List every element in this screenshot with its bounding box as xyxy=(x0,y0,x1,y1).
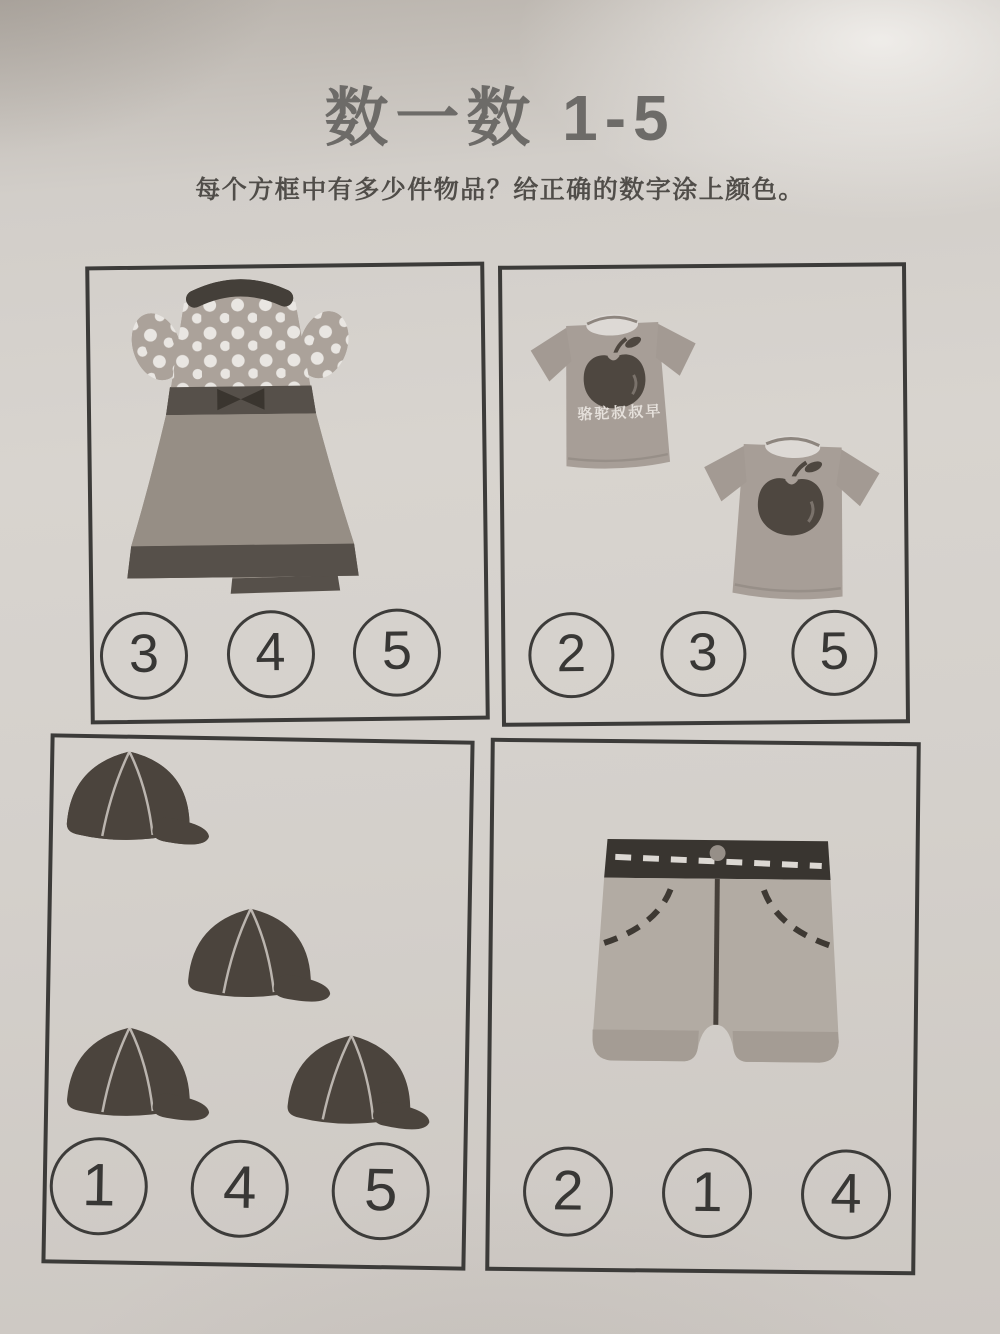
box-dresses xyxy=(85,262,490,725)
choice-number: 1 xyxy=(691,1159,723,1223)
choice-circle[interactable] xyxy=(801,1149,892,1240)
shorts-icon xyxy=(571,833,862,1092)
choice-circle[interactable] xyxy=(190,1139,290,1239)
tshirt-watermark-text: 骆驼叔叔早 xyxy=(577,403,663,424)
choice-circle[interactable] xyxy=(662,1148,753,1239)
choice-circle[interactable] xyxy=(99,611,188,700)
choice-number: 1 xyxy=(81,1150,117,1219)
choice-number: 5 xyxy=(819,621,850,681)
tshirt-icon xyxy=(685,420,895,616)
choice-number: 4 xyxy=(255,622,286,683)
choices-row xyxy=(523,1146,892,1240)
choice-circle[interactable] xyxy=(523,1146,614,1237)
choice-number: 4 xyxy=(830,1160,862,1225)
choice-circle[interactable] xyxy=(49,1136,149,1236)
choice-circle[interactable] xyxy=(528,612,615,699)
choice-circle[interactable] xyxy=(226,610,315,699)
page-title: 数一数 1-5 xyxy=(324,82,676,154)
choices-row xyxy=(528,609,878,698)
choice-number: 3 xyxy=(128,623,160,684)
choice-number: 4 xyxy=(222,1152,258,1221)
dress-icon xyxy=(89,267,393,592)
instructions-text: 每个方框中有多少件物品？给正确的数字涂上颜色。 xyxy=(195,176,805,204)
cap-icon xyxy=(272,1020,434,1152)
choices-row xyxy=(49,1136,431,1241)
choice-number: 5 xyxy=(381,620,413,681)
box-tshirts xyxy=(498,262,910,727)
choice-number: 5 xyxy=(363,1155,399,1223)
box-caps xyxy=(41,733,474,1270)
choices-row xyxy=(99,608,441,700)
tshirt-icon xyxy=(515,299,715,485)
cap-icon xyxy=(174,895,334,1024)
choice-circle[interactable] xyxy=(660,611,747,698)
choice-circle[interactable] xyxy=(791,609,878,696)
box-shorts xyxy=(485,738,921,1275)
choice-number: 2 xyxy=(552,1157,584,1222)
choice-number: 3 xyxy=(687,622,718,682)
choice-number: 2 xyxy=(556,623,587,683)
choice-circle[interactable] xyxy=(352,608,441,697)
cap-icon xyxy=(53,1013,213,1142)
choice-circle[interactable] xyxy=(331,1141,431,1241)
cap-icon xyxy=(52,737,212,866)
